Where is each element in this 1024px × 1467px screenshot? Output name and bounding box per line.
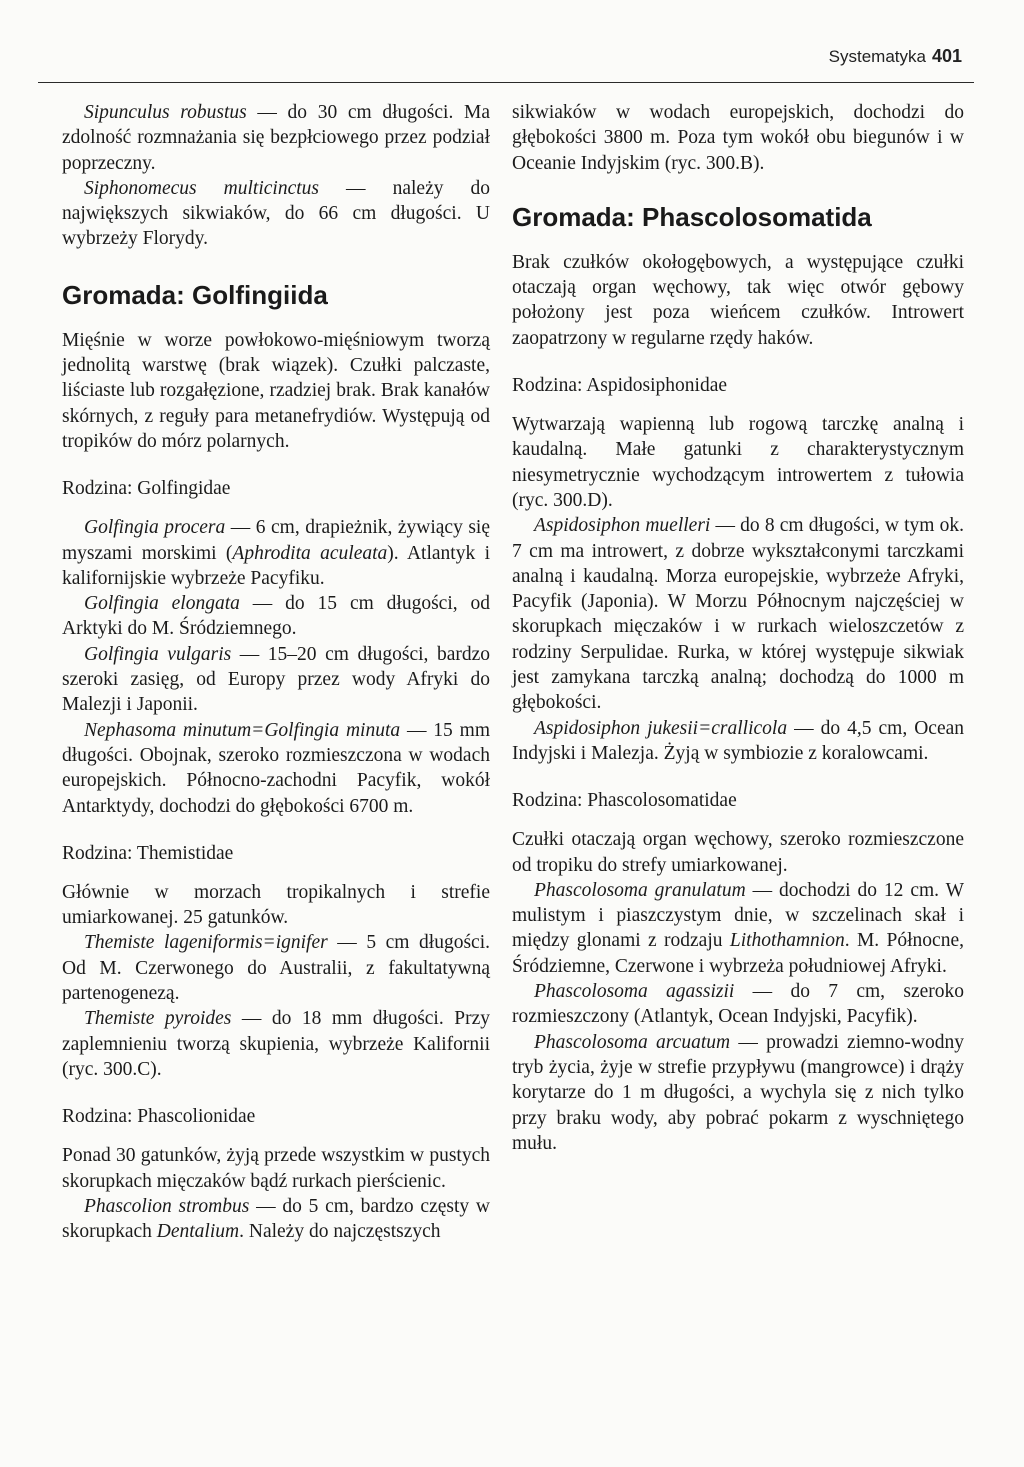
species-name: Dentalium [156,1221,240,1243]
right-column [512,100,964,1156]
class-description: Mięśnie w worze powłokowo-mięśniowym tworzą jednolitą warstwę (brak wiązek). Czułki palczaste, liściaste lub rozgałęzione, rzadziej brak. Brak kanałów skórnych, z reguły para metanefrydiów. Występują od tropików do mórz polarnych. [62,329,490,452]
species-description: — do 18 mm długości. Przy zaplemnieniu tworzą skupienia, wybrzeże Kalifornii (ryc. 300.C). [62,1008,490,1080]
species-description: — 5 cm długości. Od M. Czerwonego do Australii, z fakultatywną partenogenezą. [62,932,490,1005]
species-description: . M. Północne, Śródziemne, Czerwone i wybrzeża południowej Afryki. [512,930,964,977]
species-description: — do 30 cm długości. Ma zdolność rozmnażania się bezpłciowego przez podział poprzeczny. [62,102,490,174]
species-entry [512,716,964,767]
species-name: Golfingia vulgaris [84,643,232,665]
species-entry [62,718,490,819]
species-description: — do 5 cm, bardzo częsty w skorupkach [62,1195,490,1243]
species-entry [62,100,490,176]
class-heading: Gromada: Phascolosomatida [512,201,872,232]
species-description: — do 15 cm długości, od Arktyki do M. Śródziemnego. [62,593,490,640]
continued-paragraph: sikwiaków w wodach europejskich, dochodzi do głębokości 3800 m. Poza tym wokół obu biegunów i w Oceanie Indyjskim (ryc. 300.B). [512,102,964,174]
species-description: — do 7 cm, szeroko rozmieszczony (Atlantyk, Ocean Indyjski, Pacyfik). [512,981,964,1028]
running-head [829,46,962,67]
left-column [62,100,490,1244]
family-heading: Rodzina: Phascolosomatidae [512,790,737,812]
species-name: Aspidosiphon muelleri [534,515,711,537]
family-heading: Rodzina: Themistidae [62,842,234,864]
species-entry [62,930,490,1006]
species-name: Lithothamnion [729,930,845,952]
species-entry [512,1030,964,1156]
species-name: Phascolosoma agassizii [534,981,735,1003]
section-title: Systematyka [828,47,926,66]
family-description: Ponad 30 gatunków, żyją przede wszystkim w pustych skorupkach mięczaków bądź rurkach pierścienic. [62,1145,490,1192]
family-heading: Rodzina: Golfingidae [62,478,231,500]
species-description: . Należy do najczęstszych [239,1221,441,1243]
species-name: Siphonomecus multicinctus [84,177,320,199]
species-name: Phascolion strombus [84,1195,250,1217]
species-description: — do 4,5 cm, Ocean Indyjski i Malezja. Żyją w symbiozie z koralowcami. [512,717,965,764]
species-name: Phascolosoma arcuatum [534,1031,731,1053]
species-description: — prowadzi ziemno-wodny tryb życia, żyje w strefie przypływu (mangrowce) i drąży korytarze do 1 m długości, a wychyla się z nich tylko przy braku wody, aby pobrać pokarm z wyschniętego mułu. [512,1031,965,1154]
species-name: Nephasoma minutum=Golfingia minuta [84,719,401,741]
species-name: Golfingia elongata [84,593,240,615]
species-name: Aspidosiphon jukesii=crallicola [534,717,788,739]
family-description: Głównie w morzach tropikalnych i strefie umiarkowanej. 25 gatunków. [62,881,490,929]
page-number: 401 [931,46,962,66]
family-heading: Rodzina: Phascolionidae [62,1106,256,1128]
family-description: Wytwarzają wapienną lub rogową tarczkę analną i kaudalną. Małe gatunki z charakterystycznym niesymetrycznie wychodzącym introwertem z tułowia (ryc. 300.D). [512,414,964,511]
species-name: Themiste pyroides [84,1008,232,1030]
species-entry [62,642,490,718]
species-entry [62,515,490,591]
species-name: Golfingia procera [84,517,226,539]
species-name: Sipunculus robustus [84,102,247,123]
species-entry [62,591,490,642]
class-heading: Gromada: Golfingiida [62,279,328,310]
species-description: — 6 cm, drapieżnik, żywiący się myszami morskimi ( [62,517,490,564]
species-entry [512,979,964,1030]
family-heading: Rodzina: Aspidosiphonidae [512,375,728,397]
species-entry [62,1194,490,1245]
species-entry [512,513,964,715]
species-entry [512,878,964,979]
species-description: ). Atlantyk i kalifornijskie wybrzeże Pacyfiku. [62,542,490,589]
species-name: Phascolosoma granulatum [534,879,746,901]
species-description: — należy do największych sikwiaków, do 66 cm długości. U wybrzeży Florydy. [62,177,491,250]
species-description: — do 8 cm długości, w tym ok. 7 cm ma introwert, z dobrze wykształconymi tarczkami analną i kaudalną. Morza europejskie, wybrzeże Afryki, Pacyfik (Japonia). W Morzu Północnym najczęściej w skorupkach mięczaków i w rurkach wieloszczetów z rodziny Serpulidae. Rurka, w której występuje sikwiak jest zamykana tarczką analną; dochodzą do 1000 m głębokości. [512,515,964,714]
species-description: — dochodzi do 12 cm. W mulistym i piaszczystym dnie, w szczelinach skał i między glonami z rodzaju [512,879,965,952]
species-description: — 15–20 cm długości, bardzo szeroki zasięg, od Europy przez wody Afryki do Malezji i Japonii. [62,643,490,716]
class-description: Brak czułków okołogębowych, a występujące czułki otaczają organ węchowy, tak więc otwór gębowy położony jest poza wieńcem czułków. Introwert zaopatrzony w regularne rzędy haków. [512,251,964,349]
species-description: — 15 mm długości. Obojnak, szeroko rozmieszczona w wodach europejskich. Północno-zachodni Pacyfik, wokół Antarktydy, dochodzi do głębokości 6700 m. [62,719,490,817]
family-description: Czułki otaczają organ węchowy, szeroko rozmieszczone od tropiku do strefy umiarkowanej. [512,829,964,876]
header-rule [38,82,974,83]
species-name: Themiste lageniformis=ignifer [84,932,328,954]
species-entry [62,1006,490,1082]
species-name: Aphrodita aculeata [232,542,388,564]
species-entry [62,176,490,252]
